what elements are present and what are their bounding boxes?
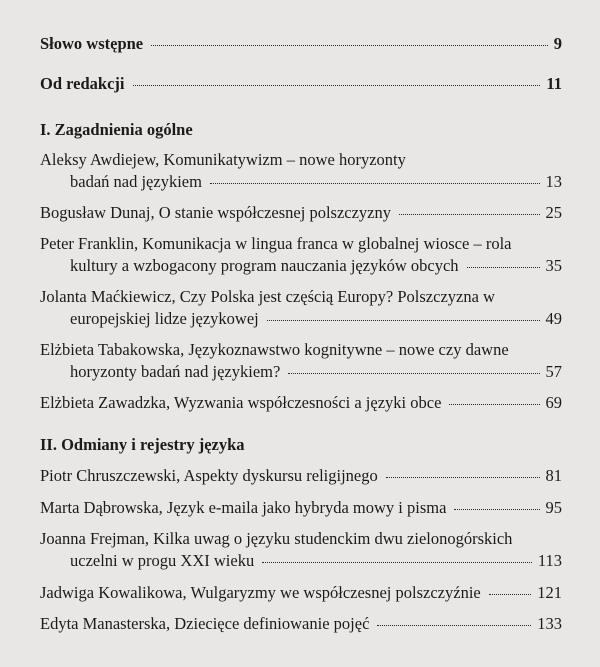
section-heading-general: I. Zagadnienia ogólne bbox=[40, 120, 193, 139]
toc-entry-zawadzka[interactable] bbox=[40, 393, 562, 413]
toc-entry-mackiewicz-line1[interactable]: Jolanta Maćkiewicz, Czy Polska jest częścią Europy? Polszczyzna w bbox=[40, 287, 495, 306]
toc-entry-frejman[interactable] bbox=[70, 551, 562, 571]
toc-entry-title: Słowo wstępne bbox=[40, 34, 144, 53]
toc-page-number: 9 bbox=[553, 34, 562, 53]
dot-leader bbox=[288, 373, 539, 374]
dot-leader bbox=[133, 85, 541, 86]
toc-entry-chruszczewski[interactable] bbox=[40, 466, 562, 486]
dot-leader bbox=[377, 625, 531, 626]
toc-entry-franklin[interactable] bbox=[70, 256, 562, 276]
toc-entry-franklin-line1[interactable]: Peter Franklin, Komunikacja w lingua franca w globalnej wiosce – rola bbox=[40, 234, 512, 253]
toc-page-number: 113 bbox=[537, 551, 562, 570]
toc-page-number: 81 bbox=[545, 466, 562, 485]
toc-page-number: 49 bbox=[545, 309, 562, 328]
toc-entry-awdiejew[interactable] bbox=[70, 172, 562, 192]
dot-leader bbox=[386, 477, 540, 478]
dot-leader bbox=[489, 594, 532, 595]
toc-page-number: 121 bbox=[537, 583, 562, 602]
toc-entry-dunaj[interactable] bbox=[40, 203, 562, 223]
toc-page-number: 133 bbox=[537, 614, 562, 633]
toc-entry-manasterska[interactable] bbox=[40, 614, 562, 634]
toc-page-number: 95 bbox=[545, 498, 562, 517]
dot-leader bbox=[267, 320, 540, 321]
toc-entry-title: Od redakcji bbox=[40, 74, 125, 93]
toc-entry-title: Jadwiga Kowalikowa, Wulgaryzmy we współczesnej polszczyźnie bbox=[40, 583, 481, 602]
toc-page-number: 69 bbox=[545, 393, 562, 412]
toc-entry-title: Piotr Chruszczewski, Aspekty dyskursu religijnego bbox=[40, 466, 378, 485]
dot-leader bbox=[467, 267, 540, 268]
toc-entry-title: Edyta Manasterska, Dziecięce definiowanie pojęć bbox=[40, 614, 370, 633]
toc-entry-editorial[interactable] bbox=[40, 74, 562, 94]
toc-entry-awdiejew-line1[interactable]: Aleksy Awdiejew, Komunikatywizm – nowe horyzonty bbox=[40, 150, 406, 169]
toc-entry-title: kultury a wzbogacony program nauczania języków obcych bbox=[70, 256, 459, 275]
toc-entry-title: badań nad językiem bbox=[70, 172, 202, 191]
toc-entry-title: Elżbieta Zawadzka, Wyzwania współczesności a języki obce bbox=[40, 393, 442, 412]
toc-entry-frejman-line1[interactable]: Joanna Frejman, Kilka uwag o języku studenckim dwu zielonogórskich bbox=[40, 529, 513, 548]
dot-leader bbox=[262, 562, 532, 563]
dot-leader bbox=[399, 214, 540, 215]
dot-leader bbox=[210, 183, 540, 184]
toc-entry-tabakowska-line1[interactable]: Elżbieta Tabakowska, Językoznawstwo kognitywne – nowe czy dawne bbox=[40, 340, 509, 359]
toc-entry-dabrowska[interactable] bbox=[40, 498, 562, 518]
section-heading-varieties: II. Odmiany i rejestry języka bbox=[40, 435, 245, 454]
toc-entry-mackiewicz[interactable] bbox=[70, 309, 562, 329]
toc-page-number: 57 bbox=[545, 362, 562, 381]
toc-entry-preface[interactable] bbox=[40, 34, 562, 54]
toc-entry-title: horyzonty badań nad językiem? bbox=[70, 362, 281, 381]
toc-entry-title: Bogusław Dunaj, O stanie współczesnej polszczyzny bbox=[40, 203, 391, 222]
toc-page-number: 25 bbox=[545, 203, 562, 222]
toc-entry-kowalikowa[interactable] bbox=[40, 583, 562, 603]
dot-leader bbox=[449, 404, 539, 405]
toc-page-number: 11 bbox=[546, 74, 562, 93]
dot-leader bbox=[454, 509, 539, 510]
toc-entry-title: europejskiej lidze językowej bbox=[70, 309, 259, 328]
toc-entry-tabakowska[interactable] bbox=[70, 362, 562, 382]
toc-entry-title: Marta Dąbrowska, Język e-maila jako hybryda mowy i pisma bbox=[40, 498, 447, 517]
dot-leader bbox=[151, 45, 548, 46]
toc-page-number: 35 bbox=[545, 256, 562, 275]
toc-entry-title: uczelni w progu XXI wieku bbox=[70, 551, 255, 570]
toc-page-number: 13 bbox=[545, 172, 562, 191]
